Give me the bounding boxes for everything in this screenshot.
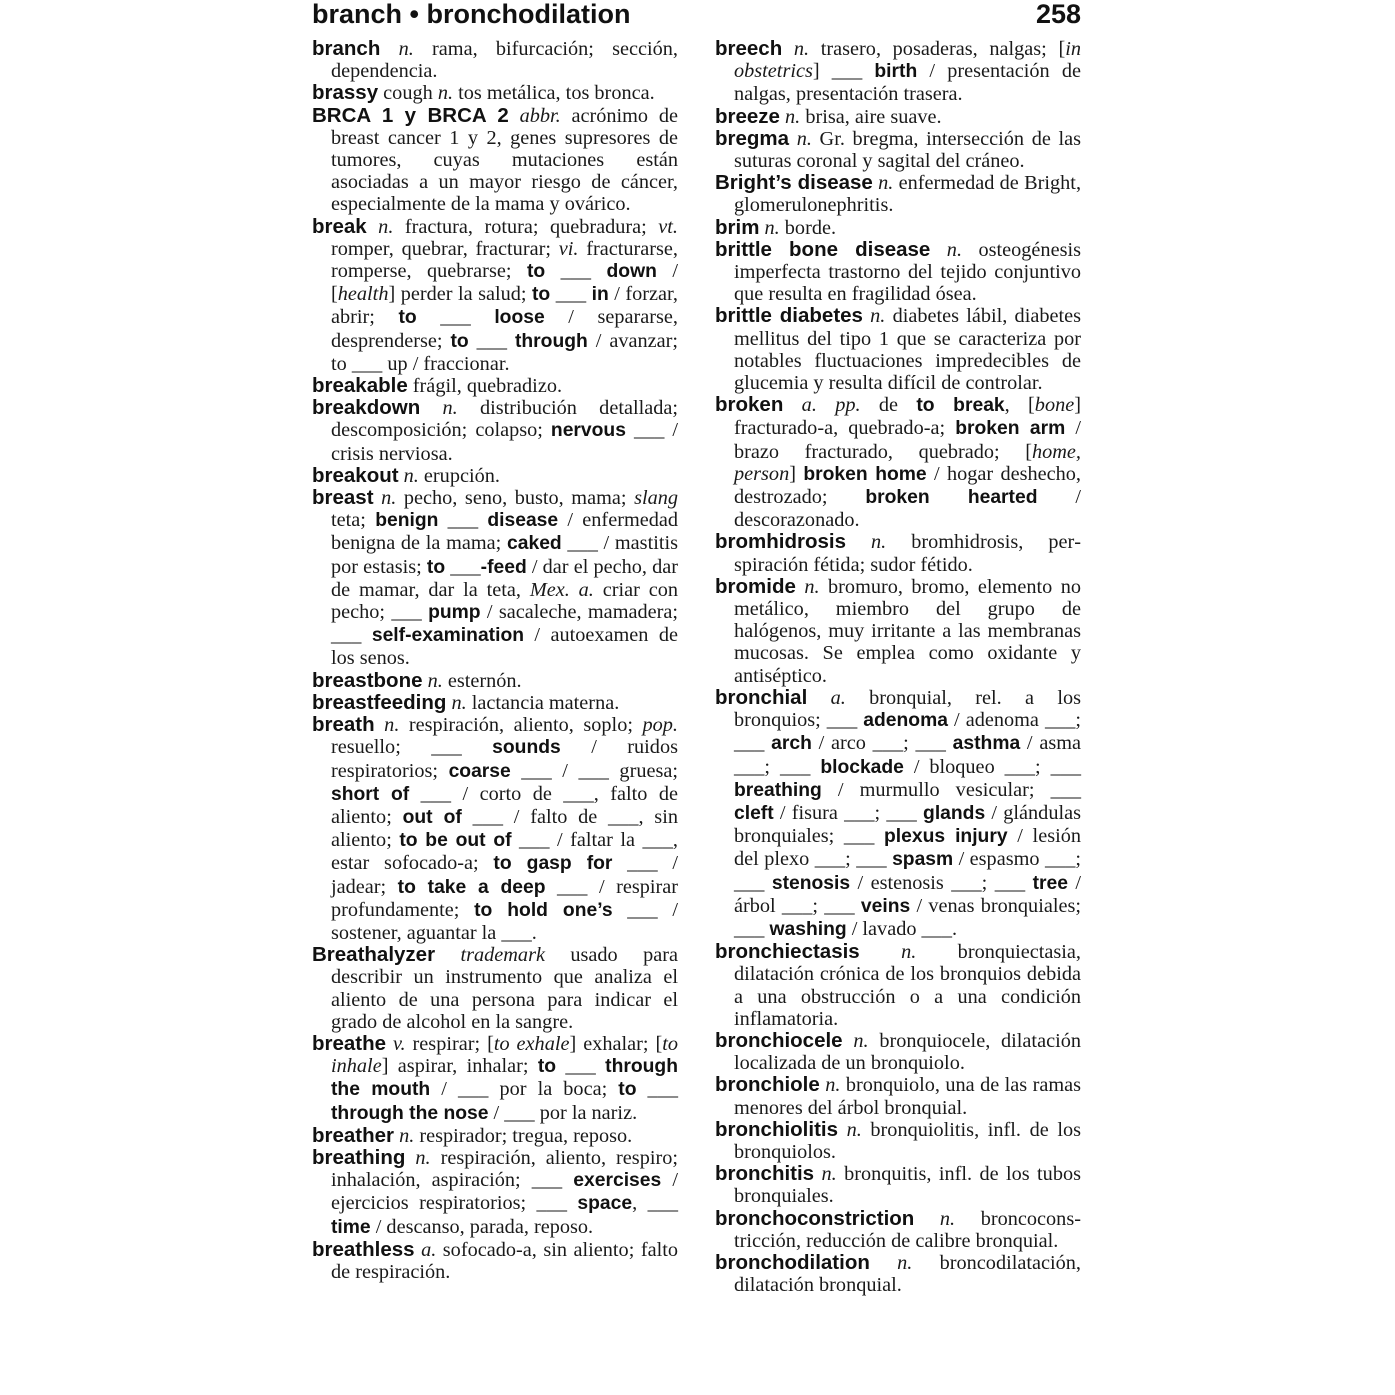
definition-text: osteogénesis imperfecta trastorno del tejido conjuntivo que resulta en fragilidad ósea. <box>734 238 1081 306</box>
phrase-bold: cleft <box>734 802 774 824</box>
grammar-label: vi. <box>558 237 579 260</box>
definition-text: ___ <box>468 329 515 352</box>
phrase-bold: broken arm <box>955 418 1066 440</box>
definition-text: trasero, posaderas, nalgas; [ <box>809 38 1066 60</box>
definition-text: ___ / faltar la ___, estar sofocado-a; <box>331 829 678 875</box>
phrase-bold: through the mouth <box>331 1056 678 1101</box>
phrase-bold: to break <box>916 395 1005 417</box>
phrase-bold: through <box>514 330 588 352</box>
dictionary-entry <box>715 531 1081 575</box>
definition-text: bronquiolo, una de las ramas menores del árbol bronquial. <box>734 1074 1082 1119</box>
definition-text: resuello; ___ <box>331 736 493 759</box>
definition-text: cough <box>378 82 438 105</box>
definition-text: / forzar, abrir; <box>331 283 678 329</box>
phrase-bold: pump <box>428 602 481 624</box>
definition-text: ___ <box>416 306 495 329</box>
dictionary-entry <box>715 217 1081 239</box>
dictionary-entry <box>312 714 678 944</box>
definition-text: sofocado-a, sin aliento; falto de respiración. <box>331 1238 678 1283</box>
definition-text: teta; <box>331 509 376 532</box>
phrase-bold: stenosis <box>771 872 851 894</box>
headword: Breathalyzer <box>312 943 436 967</box>
phrase-bold: self-examination <box>371 625 524 647</box>
definition-text: ___ / sostener, aguantar la ___. <box>331 898 679 944</box>
grammar-label: n. <box>759 216 780 239</box>
dictionary-entry <box>312 692 678 714</box>
phrase-bold: in <box>591 284 609 306</box>
definition-text: acrónimo de breast cancer 1 y 2, genes supresores de tumores, cuyas mutaciones están asociadas a un mayor riesgo de cáncer, especialmente de la mama y ovárico. <box>331 104 679 216</box>
headword: brittle bone disease <box>715 237 931 261</box>
dictionary-entry <box>312 82 678 104</box>
grammar-label: bone <box>1034 394 1075 417</box>
headword: broken <box>715 393 784 417</box>
definition-text: broncoconstricción, reducción de calibre bronquial. <box>734 1207 1081 1252</box>
definition-text: enfermedad de Bright, glomerulonephritis. <box>734 172 1082 217</box>
definition-text: ___ <box>445 555 481 578</box>
headword: bronchoconstriction <box>715 1206 915 1230</box>
dictionary-entry <box>715 1119 1081 1163</box>
definition-text: / brazo fracturado, quebrado; [ <box>734 417 1081 463</box>
phrase-bold: disease <box>487 510 559 532</box>
phrase-bold: washing <box>769 918 847 940</box>
headword: breathless <box>312 1237 415 1261</box>
definition-text: / estenosis ___; ___ <box>850 871 1033 894</box>
grammar-label: n. <box>795 575 820 598</box>
grammar-label: n. <box>859 941 917 964</box>
headword: BRCA 1 y BRCA 2 <box>312 103 509 127</box>
grammar-label: n. <box>838 1118 862 1141</box>
dictionary-entry <box>715 239 1081 306</box>
definition-text: / dar el pecho, dar de mamar, dar la teta, <box>331 555 678 601</box>
definition-text: , [ <box>1004 394 1035 417</box>
definition-text: usado para describir un instrumento que analiza el aliento de una persona para indicar el grado de alcohol en la sangre. <box>331 944 678 1033</box>
headword: break <box>312 214 367 238</box>
definition-text: ___ <box>545 260 607 283</box>
headword: brassy <box>312 81 379 105</box>
definition-text: bronquitis, infl. de los tubos bronquiales. <box>734 1163 1082 1208</box>
definition-text: / adenoma ___; ___ <box>734 709 1082 755</box>
definition-text: ] aspirar, inhalar; <box>381 1055 538 1078</box>
headword: bronchiole <box>715 1073 820 1097</box>
dictionary-column-right <box>715 38 1081 1296</box>
definition-text: diabetes lábil, diabetes mellitus del tipo 1 que se caracteriza por notables fluctuaciones impredecibles de glucemia y resulta difícil de controlar. <box>734 305 1082 395</box>
definition-text: brisa, aire suave. <box>800 105 942 128</box>
definition-text: respirador; tregua, reposo. <box>414 1124 633 1147</box>
phrase-bold: broken hearted <box>865 487 1038 509</box>
definition-text: / hogar deshecho, destrozado; <box>734 462 1081 509</box>
grammar-label: n. <box>446 691 467 714</box>
phrase-bold: down <box>606 261 657 283</box>
definition-text: / ruidos respiratorios; <box>331 736 678 782</box>
dictionary-entry <box>715 1030 1081 1074</box>
headword: Bright’s disease <box>715 171 873 195</box>
headword: breastfeeding <box>312 690 447 714</box>
phrase-bold: to hold one’s <box>474 899 613 921</box>
dictionary-entry <box>312 375 678 397</box>
definition-text: / asma ___; ___ <box>734 732 1081 778</box>
page-number: 258 <box>1035 0 1081 29</box>
grammar-label: n. <box>842 1029 869 1052</box>
phrase-bold: breathing <box>734 779 822 801</box>
grammar-label: n. <box>846 531 887 554</box>
headword: breath <box>312 713 375 737</box>
grammar-label: a. pp. <box>783 394 861 417</box>
definition-text: / lavado ___. <box>846 917 958 940</box>
phrase-bold: to <box>426 556 446 578</box>
dictionary-entry <box>312 1125 678 1147</box>
grammar-label: n. <box>405 1146 431 1169</box>
definition-text: erupción. <box>418 464 500 487</box>
headword: bromhidrosis <box>715 530 846 554</box>
dictionary-column-left <box>312 38 678 1283</box>
definition-text: ___ <box>550 283 592 306</box>
dictionary-entry <box>715 1208 1081 1252</box>
definition-text: lactancia materna. <box>466 691 620 714</box>
grammar-label: n. <box>366 215 394 238</box>
grammar-label: a. <box>414 1238 437 1261</box>
grammar-label: n. <box>398 464 419 487</box>
dictionary-entry <box>312 397 678 465</box>
grammar-label: n. <box>420 397 458 420</box>
definition-text: romper, quebrar, fracturar; <box>331 237 559 260</box>
definition-text: ___ <box>438 509 488 532</box>
definition-text: broncodilatación, dilatación bronquial. <box>734 1251 1081 1297</box>
grammar-label: n. <box>782 38 810 60</box>
grammar-label: n. <box>373 487 397 510</box>
dictionary-entry <box>715 38 1081 106</box>
definition-text: , ___ <box>632 1192 679 1215</box>
definition-text: / bloqueo ___; ___ <box>903 755 1082 778</box>
definition-text: ] fracturado-a, quebrado-a; <box>734 394 1081 440</box>
phrase-bold: out of <box>402 806 462 828</box>
grammar-label: n. <box>930 238 963 261</box>
phrase-bold: nervous <box>550 420 626 442</box>
dictionary-entry <box>312 487 678 670</box>
grammar-label: n. <box>872 172 894 195</box>
phrase-bold: asthma <box>952 733 1021 755</box>
phrase-bold: -feed <box>480 556 527 578</box>
dictionary-entry <box>312 38 678 82</box>
page-header <box>312 0 1081 31</box>
grammar-label: Mex. a. <box>529 578 594 601</box>
phrase-bold: through the nose <box>331 1102 489 1124</box>
definition-text: bromuro, bromo, elemento no metálico, miembro del grupo de halógenos, muy irritante a las membranas mucosas. Se emplea como oxidante y antiséptico. <box>734 575 1081 687</box>
dictionary-entry <box>312 465 678 487</box>
grammar-label: trademark <box>460 944 545 967</box>
dictionary-entry <box>715 172 1081 216</box>
dictionary-entry <box>312 105 678 216</box>
headword: breastbone <box>312 668 423 692</box>
dictionary-entry <box>715 128 1081 172</box>
definition-text: respirar; [ <box>405 1032 494 1055</box>
grammar-label: abbr. <box>519 104 561 127</box>
definition-text: bronquial, rel. a los bronquios; ___ <box>734 686 1081 732</box>
definition-text: respiración, aliento, respiro; inhalación, aspiración; ___ <box>331 1146 679 1192</box>
grammar-label: n. <box>779 105 801 128</box>
definition-text: criar con pecho; ___ <box>331 578 679 624</box>
grammar-label: in obstetrics <box>734 38 1081 83</box>
definition-text: / fisura ___; ___ <box>773 801 924 824</box>
phrase-bold: to <box>450 330 469 352</box>
dictionary-entry <box>312 1147 678 1239</box>
headword: brittle diabetes <box>715 304 863 328</box>
headword: breakdown <box>312 396 421 420</box>
phrase-bold: to <box>532 284 551 306</box>
definition-text: de <box>860 394 917 417</box>
definition-text: / sacaleche, mamadera; ___ <box>331 601 678 647</box>
definition-text: bronquiolitis, infl. de los bronquiolos. <box>734 1118 1081 1163</box>
phrase-bold: time <box>331 1216 371 1238</box>
headword: bronchiectasis <box>715 940 860 964</box>
grammar-label: n. <box>374 714 400 737</box>
definition-text: fracturarse, romperse, quebrarse; <box>331 237 678 283</box>
definition-text: / espasmo ___; ___ <box>734 848 1081 894</box>
grammar-label: pop. <box>642 714 678 737</box>
definition-text: / ___ por la nariz. <box>488 1101 638 1124</box>
dictionary-entry <box>312 1033 678 1125</box>
definition-text: tos metálica, tos bronca. <box>453 82 655 105</box>
definition-text: / separarse, desprenderse; <box>331 306 678 352</box>
headword: bronchial <box>715 685 808 709</box>
dictionary-entry <box>715 305 1081 394</box>
phrase-bold: caked <box>507 533 562 555</box>
phrase-bold: to <box>618 1079 637 1101</box>
grammar-label: n. <box>437 82 454 105</box>
dictionary-entry <box>715 106 1081 128</box>
headword: brim <box>715 215 760 239</box>
definition-text: ___ <box>636 1078 678 1101</box>
grammar-label: to inhale <box>331 1032 678 1078</box>
headword: branch <box>312 37 381 60</box>
definition-text: / enfermedad benigna de la mama; <box>331 509 679 555</box>
headword: breakable <box>312 374 408 398</box>
phrase-bold: blockade <box>820 756 904 778</box>
headword: breathe <box>312 1031 387 1055</box>
headword: bronchitis <box>715 1162 815 1186</box>
dictionary-entry <box>715 1074 1081 1118</box>
phrase-bold: plexus injury <box>884 826 1008 848</box>
definition-text: esternón. <box>442 669 522 692</box>
headword: breeze <box>715 104 780 128</box>
definition-text: ] perder la salud; <box>388 283 533 306</box>
definition-text: ___ / mastitis por estasis; <box>331 532 679 578</box>
definition-text: / avanzar; to ___ up / fraccionar. <box>331 329 678 375</box>
definition-text: ] ___ <box>812 60 875 83</box>
phrase-bold: to gasp for <box>493 853 613 875</box>
definition-text: ___ / falto de ___, sin aliento; <box>331 805 678 852</box>
dictionary-entry <box>312 670 678 692</box>
grammar-label: slang <box>634 487 679 510</box>
phrase-bold: sounds <box>492 737 561 759</box>
definition-text: ___ / jadear; <box>331 852 678 898</box>
definition-text: / lesión del plexo ___; ___ <box>734 825 1081 871</box>
grammar-label: n. <box>394 1124 415 1147</box>
phrase-bold: to be out of <box>399 830 512 852</box>
phrase-bold: to <box>537 1056 557 1078</box>
definition-text <box>509 105 520 127</box>
grammar-label: home, person <box>734 440 1081 485</box>
headword: breakout <box>312 463 399 487</box>
phrase-bold: to <box>526 261 546 283</box>
grammar-label: n. <box>789 127 812 150</box>
dictionary-entry <box>715 394 1081 531</box>
phrase-bold: benign <box>375 510 439 532</box>
definition-text: / glándulas bronquiales; ___ <box>734 801 1081 848</box>
definition-text: / ejercicios respiratorios; ___ <box>331 1169 678 1215</box>
definition-text: respiración, aliento, soplo; <box>399 714 643 737</box>
definition-text: / arco ___; ___ <box>811 732 953 755</box>
definition-text: / descanso, parada, reposo. <box>370 1215 594 1238</box>
definition-text: ___ / ___ gruesa; <box>510 759 678 782</box>
definition-text: rama, bifurcación; sección, dependencia. <box>331 38 678 83</box>
dictionary-entry <box>312 1239 678 1283</box>
grammar-label: health <box>337 283 389 306</box>
grammar-label: n. <box>914 1207 956 1230</box>
grammar-label: vt. <box>658 215 679 238</box>
phrase-bold: spasm <box>892 849 954 871</box>
dictionary-entry <box>312 216 678 375</box>
headword: bronchiolitis <box>715 1117 838 1141</box>
phrase-bold: to take a deep <box>397 876 546 898</box>
dictionary-entry <box>312 944 678 1033</box>
definition-text: bromhidrosis, perspiración fétida; sudor fétido. <box>734 531 1081 576</box>
definition-text: / venas bronquiales; ___ <box>734 894 1081 940</box>
headword: bromide <box>715 574 796 598</box>
phrase-bold: loose <box>494 307 545 329</box>
definition-text: frágil, quebradizo. <box>407 375 563 398</box>
grammar-label: a. <box>807 686 846 709</box>
definition-text: fractura, rotura; quebradura; <box>393 215 659 238</box>
running-head-title: branch • bronchodilation <box>312 0 631 29</box>
dictionary-entry <box>715 1163 1081 1207</box>
definition-text: / ___ por la boca; <box>430 1078 619 1101</box>
phrase-bold: veins <box>860 895 911 917</box>
dictionary-entry <box>715 687 1081 941</box>
grammar-label: n. <box>862 305 886 328</box>
phrase-bold: glands <box>923 802 986 824</box>
definition-text: ___ / corto de ___, falto de aliento; <box>331 782 678 828</box>
phrase-bold: space <box>577 1193 633 1215</box>
grammar-label: v. <box>386 1032 406 1055</box>
definition-text: / presentación de nalgas, presentación trasera. <box>734 60 1081 106</box>
definition-text: ___ / respirar profundamente; <box>331 875 678 921</box>
grammar-label: n. <box>422 669 443 692</box>
grammar-label: n. <box>819 1074 841 1097</box>
phrase-bold: arch <box>771 733 812 755</box>
headword: bronchiocele <box>715 1028 843 1052</box>
phrase-bold: exercises <box>573 1170 662 1192</box>
definition-text: ] exhalar; [ <box>569 1032 663 1055</box>
definition-text: / árbol ___; ___ <box>734 871 1081 917</box>
headword: bronchodilation <box>715 1250 870 1274</box>
phrase-bold: to <box>398 307 417 329</box>
grammar-label: n. <box>380 38 414 60</box>
grammar-label: n. <box>869 1251 913 1274</box>
headword: breast <box>312 486 374 510</box>
definition-text: / autoexamen de los senos. <box>331 624 678 670</box>
definition-text: borde. <box>779 216 837 239</box>
definition-text <box>435 944 460 966</box>
definition-text: distribución detallada; descomposición; colapso; <box>331 397 679 442</box>
definition-text: Gr. bregma, intersección de las suturas coronal y sagital del cráneo. <box>734 127 1081 173</box>
dictionary-entry <box>715 941 1081 1030</box>
phrase-bold: short of <box>331 783 410 805</box>
definition-text: bronquiocele, dilatación localizada de un bronquiolo. <box>734 1029 1081 1075</box>
definition-text: ] <box>789 462 804 485</box>
definition-text: pecho, seno, busto, mama; <box>396 487 635 510</box>
phrase-bold: coarse <box>448 760 511 782</box>
headword: breathing <box>312 1145 406 1169</box>
headword: breech <box>715 37 783 60</box>
phrase-bold: tree <box>1032 872 1068 894</box>
definition-text: / murmullo vesicular; ___ <box>821 778 1081 801</box>
dictionary-entry <box>715 576 1081 687</box>
phrase-bold: broken home <box>803 463 927 485</box>
definition-text: ___ / crisis nerviosa. <box>331 419 679 465</box>
phrase-bold: birth <box>874 61 918 83</box>
grammar-label: n. <box>814 1163 837 1186</box>
dictionary-entry <box>715 1252 1081 1296</box>
definition-text: / descorazonado. <box>734 486 1081 532</box>
definition-text: / [ <box>331 260 678 306</box>
phrase-bold: adenoma <box>863 710 948 732</box>
headword: breather <box>312 1123 395 1147</box>
headword: bregma <box>715 126 790 150</box>
definition-text: ___ <box>556 1055 606 1078</box>
grammar-label: to exhale <box>493 1032 570 1055</box>
definition-text: bronquiectasia, dilatación crónica de los bronquios debida a una obstrucción o a una condición inflamatoria. <box>734 941 1082 1030</box>
